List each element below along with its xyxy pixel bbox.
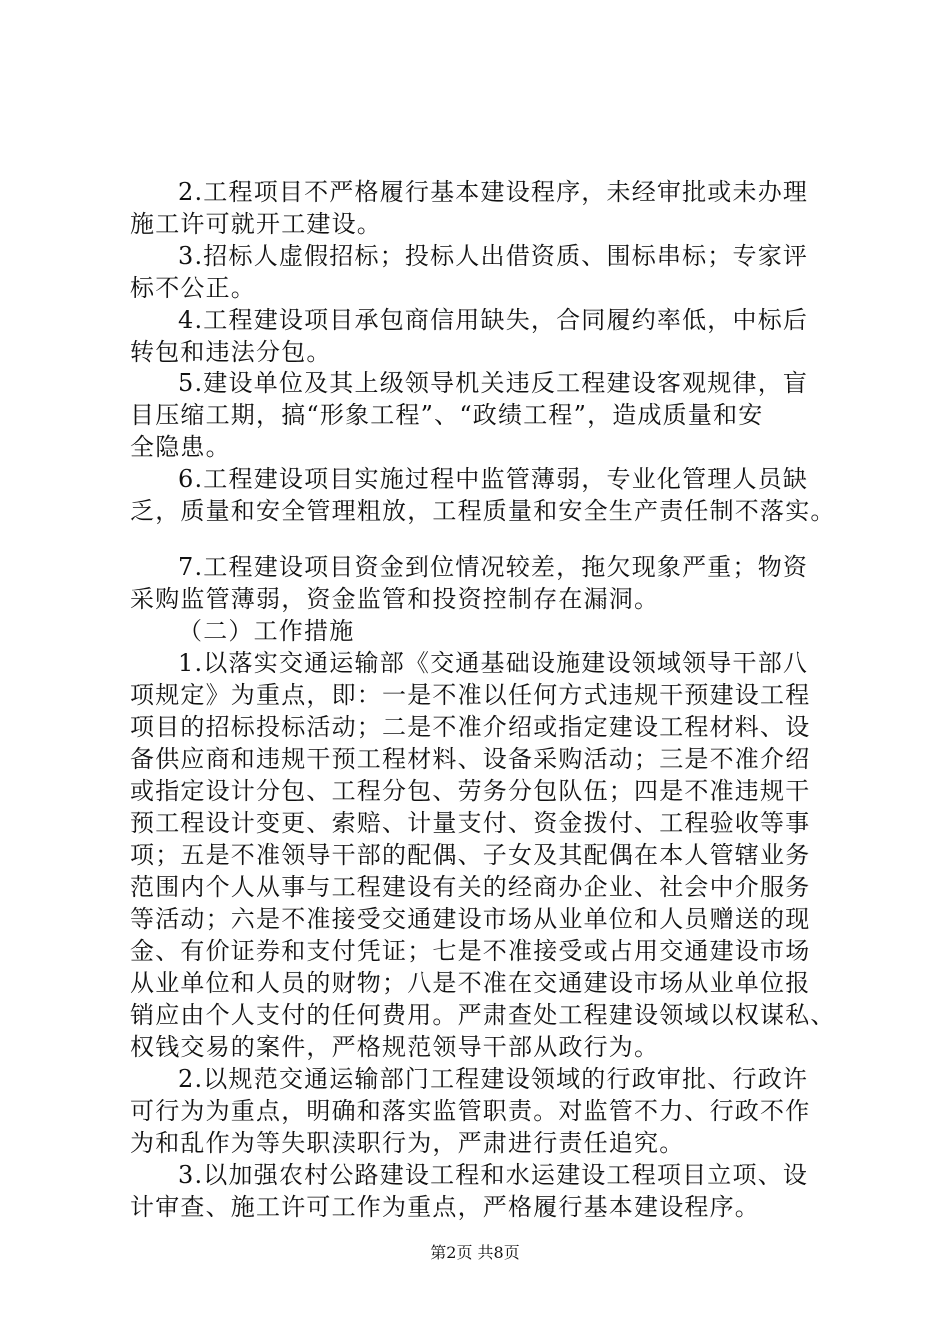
measure-2-line-3: 为和乱作为等失职渎职行为，严肃进行责任追究。	[130, 1129, 685, 1157]
page-footer: 第2页 共8页	[430, 1243, 520, 1262]
item-6-line-1: 6.工程建设项目实施过程中监管薄弱，专业化管理人员缺	[178, 465, 809, 493]
measure-3-line-2: 计审查、施工许可工作为重点，严格履行基本建设程序。	[130, 1193, 760, 1221]
measure-2-line-2: 可行为为重点，明确和落实监管职责。对监管不力、行政不作	[130, 1097, 811, 1125]
item-5-line-1: 5.建设单位及其上级领导机关违反工程建设客观规律，盲	[178, 369, 809, 397]
measure-2-line-1: 2.以规范交通运输部门工程建设领域的行政审批、行政许	[178, 1065, 809, 1093]
measure-1-line-7: 项；五是不准领导干部的配偶、子女及其配偶在本人管辖业务	[130, 841, 811, 869]
measure-3-line-1: 3.以加强农村公路建设工程和水运建设工程项目立项、设	[178, 1161, 809, 1189]
measure-1-line-8: 范围内个人从事与工程建设有关的经商办企业、社会中介服务	[130, 873, 811, 901]
item-7-line-2: 采购监管薄弱，资金监管和投资控制存在漏洞。	[130, 585, 660, 613]
measure-1-line-4: 备供应商和违规干预工程材料、设备采购活动；三是不准介绍	[130, 745, 811, 773]
measure-1-line-9: 等活动；六是不准接受交通建设市场从业单位和人员赠送的现	[130, 905, 811, 933]
item-2-line-1: 2.工程项目不严格履行基本建设程序，未经审批或未办理	[178, 178, 809, 206]
item-3-line-2: 标不公正。	[130, 274, 256, 302]
section-heading: （二）工作措施	[178, 617, 355, 645]
item-3-line-1: 3.招标人虚假招标；投标人出借资质、围标串标；专家评	[178, 242, 809, 270]
item-5-line-2: 目压缩工期，搞“形象工程”、“政绩工程”，造成质量和安	[130, 401, 764, 429]
measure-1-line-3: 项目的招标投标活动；二是不准介绍或指定建设工程材料、设	[130, 713, 811, 741]
measure-1-line-2: 项规定》为重点，即：一是不准以任何方式违规干预建设工程	[130, 681, 811, 709]
measure-1-line-12: 销应由个人支付的任何费用。严肃查处工程建设领域以权谋私、	[130, 1001, 836, 1029]
item-5-line-3: 全隐患。	[130, 433, 231, 461]
item-6-line-2: 乏，质量和安全管理粗放，工程质量和安全生产责任制不落实。	[130, 497, 836, 525]
item-7-line-1: 7.工程建设项目资金到位情况较差，拖欠现象严重；物资	[178, 553, 809, 581]
measure-1-line-10: 金、有价证券和支付凭证；七是不准接受或占用交通建设市场	[130, 937, 811, 965]
measure-1-line-1: 1.以落实交通运输部《交通基础设施建设领域领导干部八	[178, 649, 809, 677]
item-4-line-1: 4.工程建设项目承包商信用缺失，合同履约率低，中标后	[178, 306, 809, 334]
measure-1-line-11: 从业单位和人员的财物；八是不准在交通建设市场从业单位报	[130, 969, 811, 997]
measure-1-line-6: 预工程设计变更、索赔、计量支付、资金拨付、工程验收等事	[130, 809, 811, 837]
item-2-line-2: 施工许可就开工建设。	[130, 210, 382, 238]
measure-1-line-13: 权钱交易的案件，严格规范领导干部从政行为。	[130, 1033, 660, 1061]
measure-1-line-5: 或指定设计分包、工程分包、劳务分包队伍；四是不准违规干	[130, 777, 811, 805]
item-4-line-2: 转包和违法分包。	[130, 338, 332, 366]
